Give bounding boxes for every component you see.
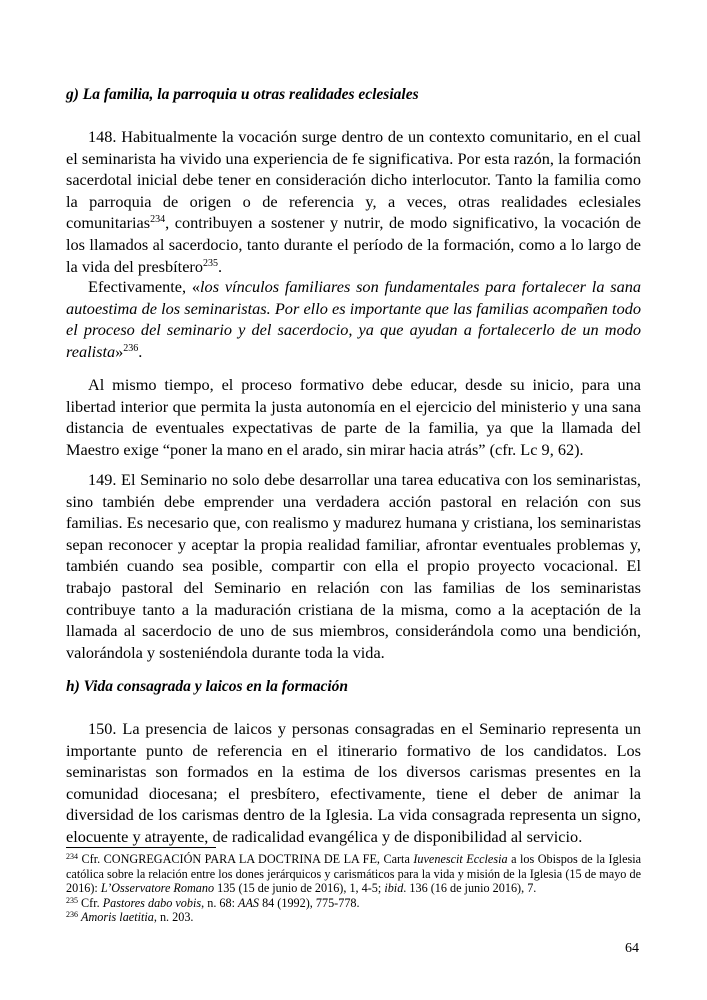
footnote-ref-236[interactable]: 236 <box>123 342 139 354</box>
text: 135 (15 de junio de 2016), 1, 4-5; <box>214 881 385 896</box>
paragraph-mismo-tiempo: Al mismo tiempo, el proceso formativo debe educar, desde su inicio, para una libertad interior que permita la justa autonomía en el ejercicio del ministerio y una sana distancia de eventuales expectativas de parte de la familia, ya que la llamada del Maestro exige “poner la mano en el arado, sin mirar hacia atrás” (cfr. Lc 9, 62). <box>66 375 641 459</box>
text: OCTRINA DE LA <box>266 852 363 866</box>
text: Pastores dabo vobis <box>102 895 202 910</box>
text: Efectivamente, « <box>88 277 201 296</box>
paragraph-148 <box>66 126 641 277</box>
footnote-separator <box>66 847 216 848</box>
text: E <box>369 852 377 866</box>
footnote-235 <box>66 896 641 911</box>
text: . <box>217 256 223 276</box>
text: a los Obispos de la Iglesia católica sobre la relación entre los dones jerárquicos y carismáticos para la vida y misión de la Iglesia (15 de mayo de 2016): <box>66 852 642 896</box>
text: Cfr. <box>78 895 103 910</box>
text: D <box>258 852 267 866</box>
text: ONGREGACIÓN PARA LA <box>111 852 258 866</box>
page-number: 64 <box>625 941 639 956</box>
text: 84 (1992), 775-778. <box>259 895 360 910</box>
footnote-234 <box>66 852 641 896</box>
footnote-number: 234 <box>66 852 78 861</box>
text: Iuvenescit Ecclesia <box>413 852 508 866</box>
quotation: los vínculos familiares son fundamentales para fortalecer la sana autoestima de los seminaristas. Por ello es importante que las familias acompañen todo el proceso del seminario y del sacerdocio, ya que ayudan a fortalecerlo de un modo realista <box>66 277 642 361</box>
footnote-number: 235 <box>66 895 78 905</box>
text: F <box>362 852 370 866</box>
text: L’Osservatore Romano <box>100 881 215 896</box>
text: , contribuyen a sostener y nutrir, de modo significativo, la vocación de los llamados al sacerdocio, tanto durante el período de la formación, como a lo largo de la vida del presbítero <box>66 213 641 276</box>
text: Amoris laetitia <box>81 910 154 925</box>
text: Cfr. <box>78 852 104 866</box>
paragraph-150: 150. La presencia de laicos y personas consagradas en el Seminario representa un importante punto de referencia en el itinerario formativo de los candidatos. Los seminaristas son formados en la estima de los diversos carismas presentes en la comunidad diocesana; el presbítero, efectivamente, tiene el deber de animar la diversidad de los carismas dentro de la Iglesia. La vida consagrada representa un signo, elocuente y atrayente, de radicalidad evangélica y de disponibilidad al servicio. <box>66 719 641 846</box>
text: , Carta <box>376 852 414 866</box>
footnote-number: 236 <box>66 910 78 920</box>
paragraph-efectivamente <box>66 276 641 362</box>
footnote-ref-235[interactable]: 235 <box>202 257 218 269</box>
text: C <box>103 852 112 866</box>
section-heading-h: h) Vida consagrada y laicos en la formación <box>66 678 349 695</box>
text: . 136 (16 de junio 2016), 7. <box>403 881 537 896</box>
footnote-236 <box>66 910 641 925</box>
footnote-ref-234[interactable]: 234 <box>150 214 166 226</box>
text: , n. 68: <box>201 895 239 910</box>
text: AAS <box>238 895 260 910</box>
text: ibid <box>384 881 404 896</box>
paragraph-149: 149. El Seminario no solo debe desarrollar una tarea educativa con los seminaristas, sino también debe emprender una verdadera acción pastoral en relación con sus familias. Es necesario que, con realismo y madurez humana y cristiana, los seminaristas sepan reconocer y aceptar la propia realidad familiar, afrontar eventuales problemas y, también cuando sea posible, compartir con ella el propio proyecto vocacional. El trabajo pastoral del Seminario en relación con las familias de los seminaristas contribuye tanto a la maduración cristiana de la misma, como a la aceptación de la llamada al sacerdocio de uno de sus miembros, considerándola como una bendición, valorándola y sosteniéndola durante toda la vida. <box>66 470 641 662</box>
text: , n. 203. <box>153 910 194 925</box>
text: . <box>138 341 143 361</box>
footnotes <box>66 852 641 925</box>
section-heading-g: g) La familia, la parroquia u otras realidades eclesiales <box>66 86 419 103</box>
text: 148. Habitualmente la vocación surge dentro de un contexto comunitario, en el cual el seminarista ha vivido una experiencia de fe significativa. Por esta razón, la formación sacerdotal inicial debe tener en consideración dicho interlocutor. Tanto la familia como la parroquia de origen o de referencia y, a veces, otras realidades eclesiales comunitarias <box>66 127 641 233</box>
text: » <box>115 341 124 361</box>
